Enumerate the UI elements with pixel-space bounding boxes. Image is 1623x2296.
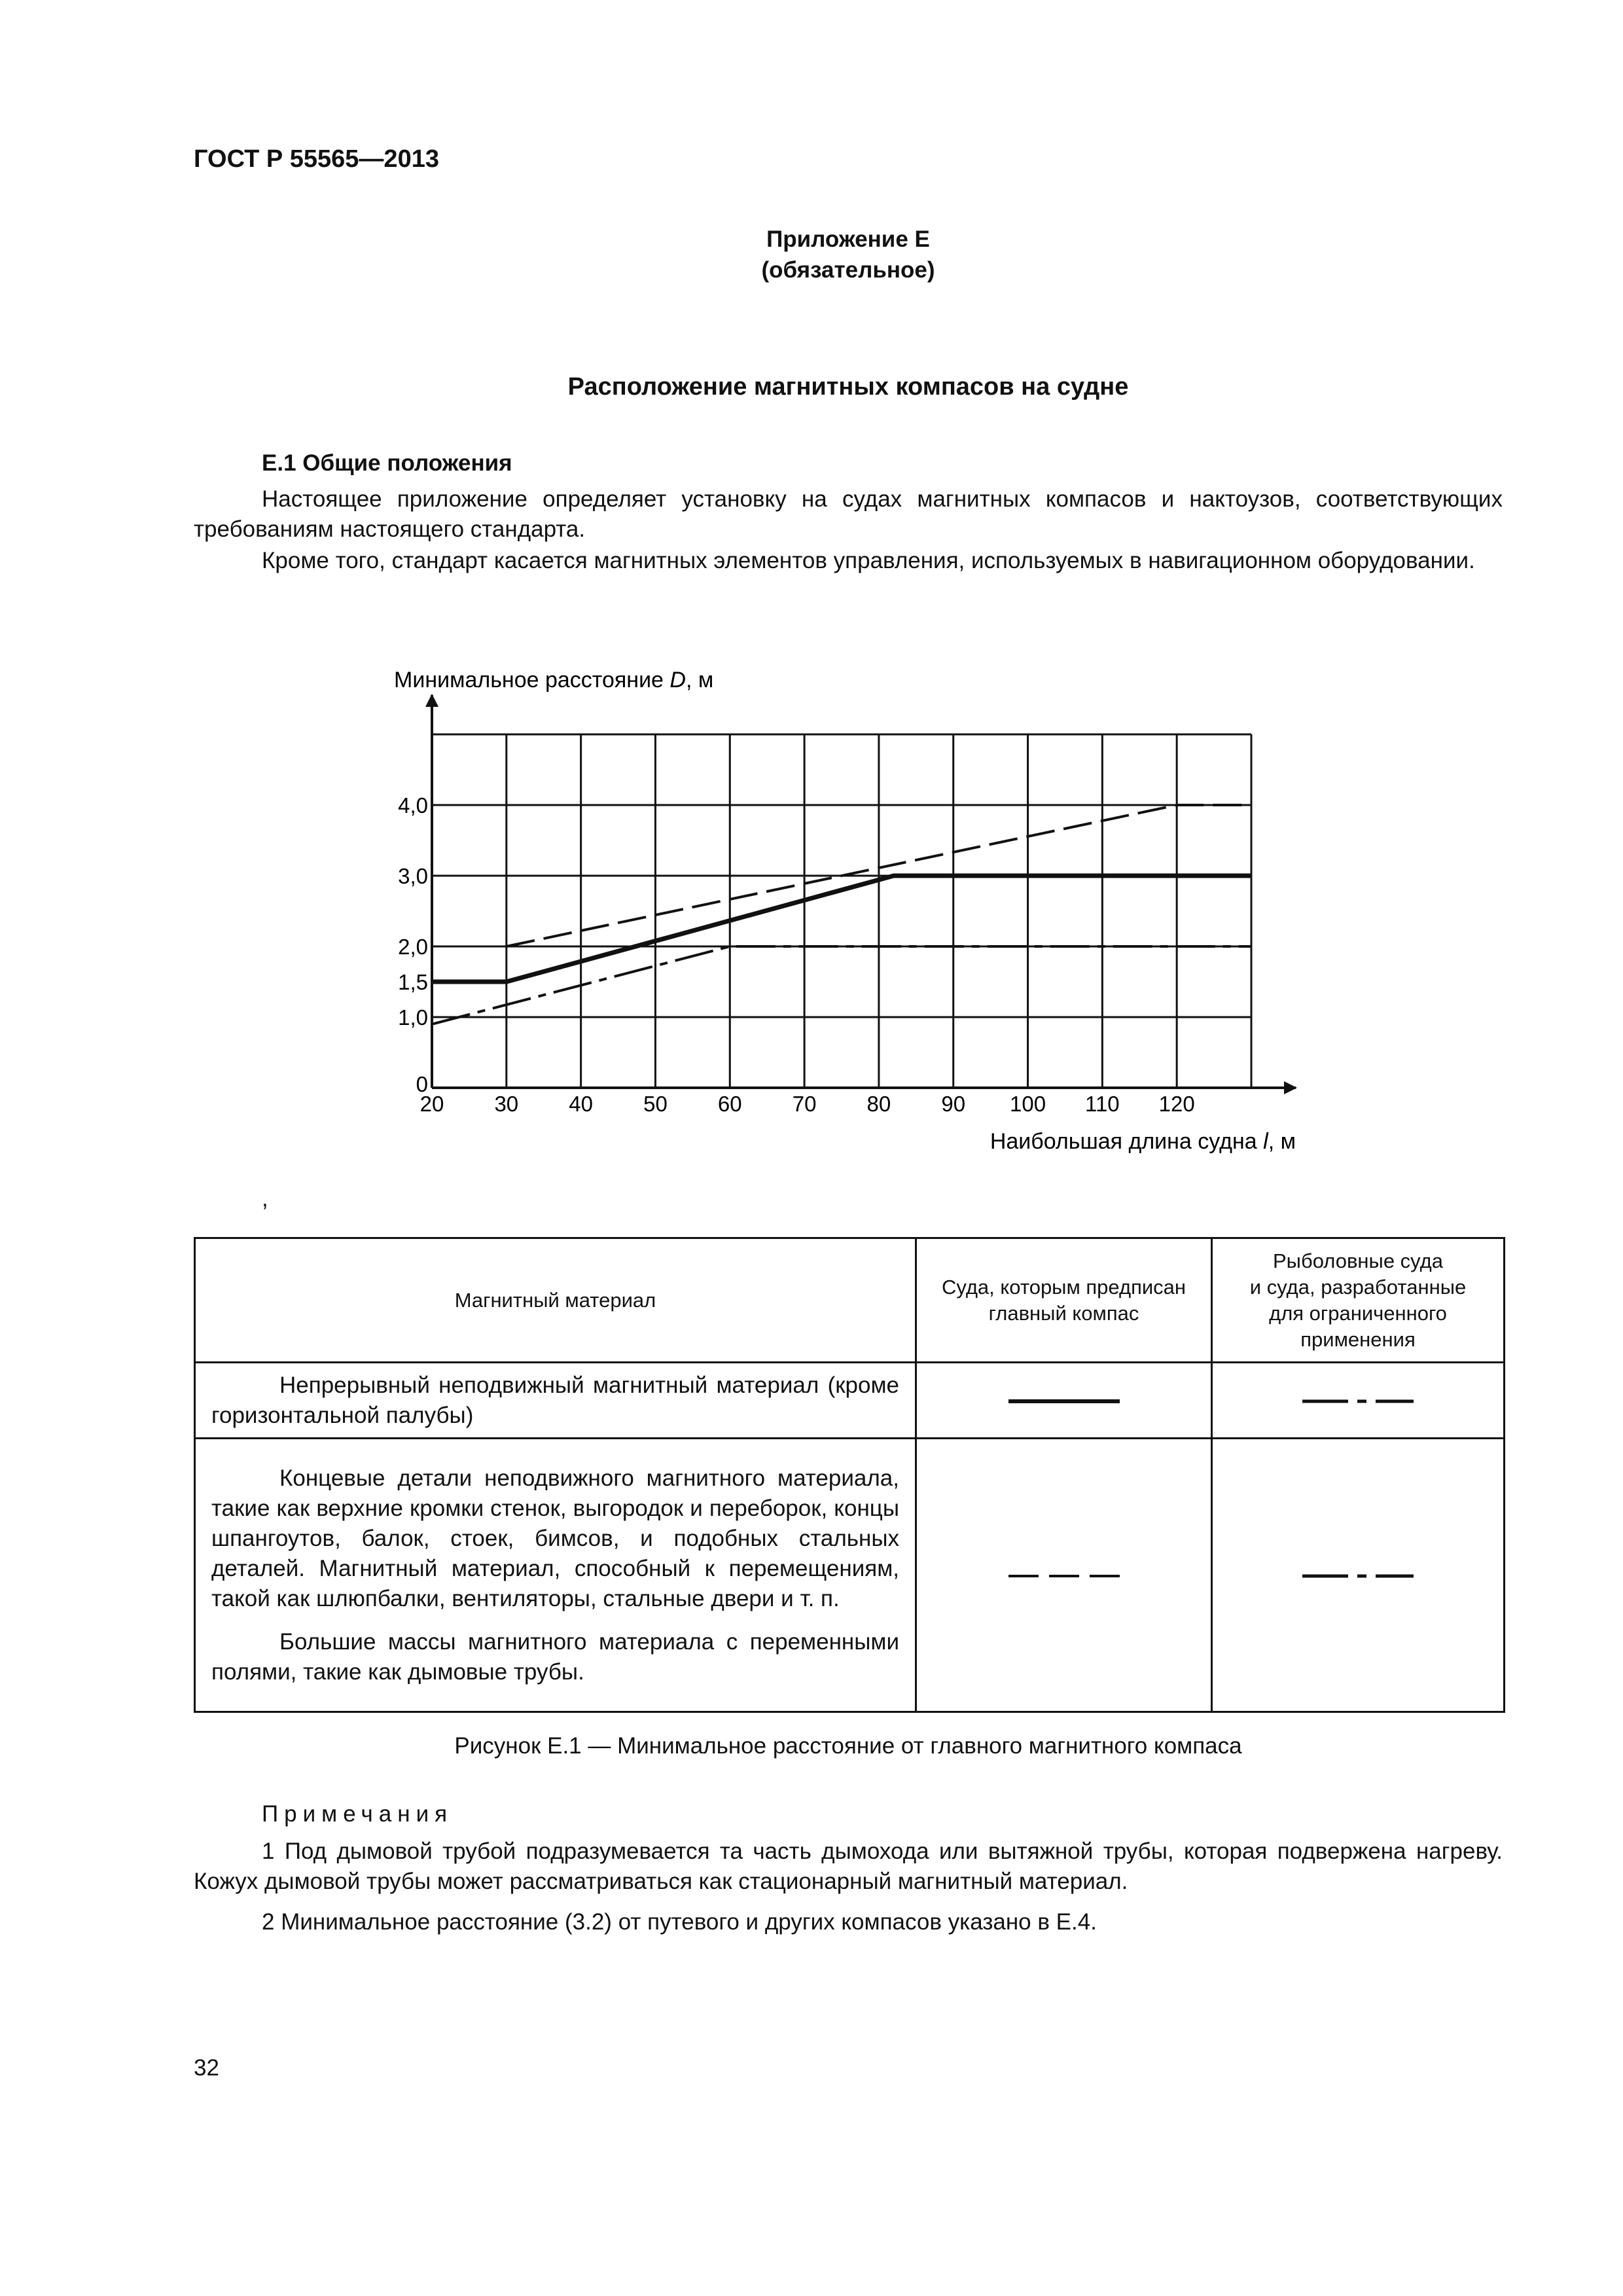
x-tick-label: 20: [419, 1092, 444, 1116]
x-tick-label: 120: [1158, 1092, 1195, 1116]
solid-line-symbol: [1008, 1395, 1120, 1408]
series-line-solid: [432, 876, 1251, 982]
paragraph-2: [194, 546, 1503, 576]
dashed-line-symbol: [1008, 1570, 1120, 1583]
figure-caption: Рисунок Е.1 — Минимальное расстояние от главного магнитного компаса: [454, 1733, 1242, 1759]
row-2-fishing-symbol-cell: [1212, 1439, 1505, 1712]
document-header: ГОСТ Р 55565—2013: [194, 145, 439, 173]
y-tick-label: 4,0: [398, 793, 428, 817]
section-heading: Е.1 Общие положения: [262, 450, 512, 476]
header-material-line: Магнитный материал: [454, 1288, 656, 1312]
header-fishing-vessels: [1212, 1238, 1505, 1363]
row-1-material: [195, 1363, 916, 1439]
x-tick-label: 110: [1085, 1092, 1120, 1116]
x-tick-label: 80: [866, 1092, 891, 1116]
paragraph-1-text: Настоящее приложение определяет установку на судах магнитных компасов и нактоузов, соответствующих требованиям настоящего стандарта.: [194, 486, 1503, 542]
row-2-material-text-2: Большие массы магнитного материала с переменными полями, такие как дымовые трубы.: [211, 1628, 899, 1685]
notes-heading: Примечания: [262, 1801, 454, 1827]
legend-header-row: [195, 1238, 1505, 1363]
dash-dot-line-symbol: [1302, 1395, 1414, 1408]
chart-grid: [432, 695, 1296, 1088]
appendix-status: (обязательное): [761, 257, 935, 283]
x-tick-label: 40: [569, 1092, 593, 1116]
y-tick-label: 3,0: [398, 864, 428, 888]
x-tick-label: 90: [941, 1092, 966, 1116]
row-1-material-text: Непрерывный неподвижный магнитный материал (кроме горизонтальной палубы): [211, 1372, 899, 1428]
legend-table: [194, 1237, 1505, 1713]
dash-dot-line-symbol-2: [1302, 1570, 1414, 1583]
note-1: [194, 1837, 1503, 1897]
header-main-compass-line-1: Суда, которым предписан: [941, 1275, 1186, 1299]
header-fishing-line-3: для ограниченного: [1269, 1301, 1447, 1325]
x-axis-label: [990, 1129, 1296, 1154]
header-fishing-line-2: и суда, разработанные: [1249, 1275, 1467, 1299]
stray-comma: ,: [262, 1186, 268, 1211]
header-main-compass-line-2: главный компас: [988, 1301, 1139, 1325]
header-fishing-line-4: применения: [1300, 1327, 1416, 1351]
x-axis-label-suffix: , м: [1268, 1129, 1296, 1154]
x-tick-label: 30: [494, 1092, 519, 1116]
header-fishing-line-1: Рыболовные суда: [1273, 1249, 1443, 1272]
page-number: 32: [194, 2055, 219, 2081]
header-material: [195, 1238, 916, 1363]
chart-series: [432, 805, 1251, 1024]
row-2-material: [195, 1439, 916, 1712]
x-tick-label: 100: [1010, 1092, 1046, 1116]
y-tick-label: 2,0: [398, 935, 428, 959]
row-2-main-symbol-cell: [916, 1439, 1212, 1712]
y-axis-label: [394, 668, 713, 692]
paragraph-1: [194, 484, 1503, 545]
appendix-title: Расположение магнитных компасов на судне: [567, 373, 1129, 401]
legend-row-2: [195, 1439, 1505, 1712]
row-1-main-symbol-cell: [916, 1363, 1212, 1439]
x-axis-label-var: l: [1263, 1129, 1268, 1154]
y-tick-label: 0: [416, 1072, 428, 1096]
note-2: [194, 1907, 1503, 1937]
row-1-fishing-symbol-cell: [1212, 1363, 1505, 1439]
x-tick-label: 70: [792, 1092, 817, 1116]
note-1-text: 1 Под дымовой трубой подразумевается та часть дымохода или вытяжной трубы, которая подвержена нагреву. Кожух дымовой трубы может рассматриваться как стационарный магнитный материал.: [194, 1839, 1503, 1894]
appendix-label: Приложение Е: [766, 226, 930, 252]
paragraph-2-text: Кроме того, стандарт касается магнитных элементов управления, используемых в навигационном оборудовании.: [262, 548, 1475, 573]
y-axis-label-prefix: Минимальное расстояние: [394, 668, 670, 692]
note-2-text: 2 Минимальное расстояние (3.2) от путевого и других компасов указано в Е.4.: [262, 1909, 1097, 1935]
y-axis-label-suffix: , м: [685, 668, 714, 692]
y-tick-label: 1,5: [398, 970, 428, 994]
x-axis-label-prefix: Наибольшая длина судна: [990, 1129, 1264, 1154]
y-axis-label-var: D: [669, 668, 686, 692]
x-tick-label: 50: [643, 1092, 668, 1116]
x-tick-label: 60: [717, 1092, 742, 1116]
chart-ticks: [398, 793, 1195, 1116]
min-distance-chart: [366, 655, 1322, 1165]
row-2-material-text-1: Концевые детали неподвижного магнитного материала, такие как верхние кромки стенок, выгородок и переборок, концы шпангоутов, балок, стоек, бимсов, и подобных стальных деталей. Магнитный материал, способный к перемещениям, такой как шлюпбалки, вентиляторы, стальные двери и т. п.: [211, 1465, 899, 1611]
y-tick-label: 1,0: [398, 1005, 428, 1030]
series-line-dashdot: [432, 946, 1251, 1024]
header-main-compass: [916, 1238, 1212, 1363]
legend-row-1: [195, 1363, 1505, 1439]
